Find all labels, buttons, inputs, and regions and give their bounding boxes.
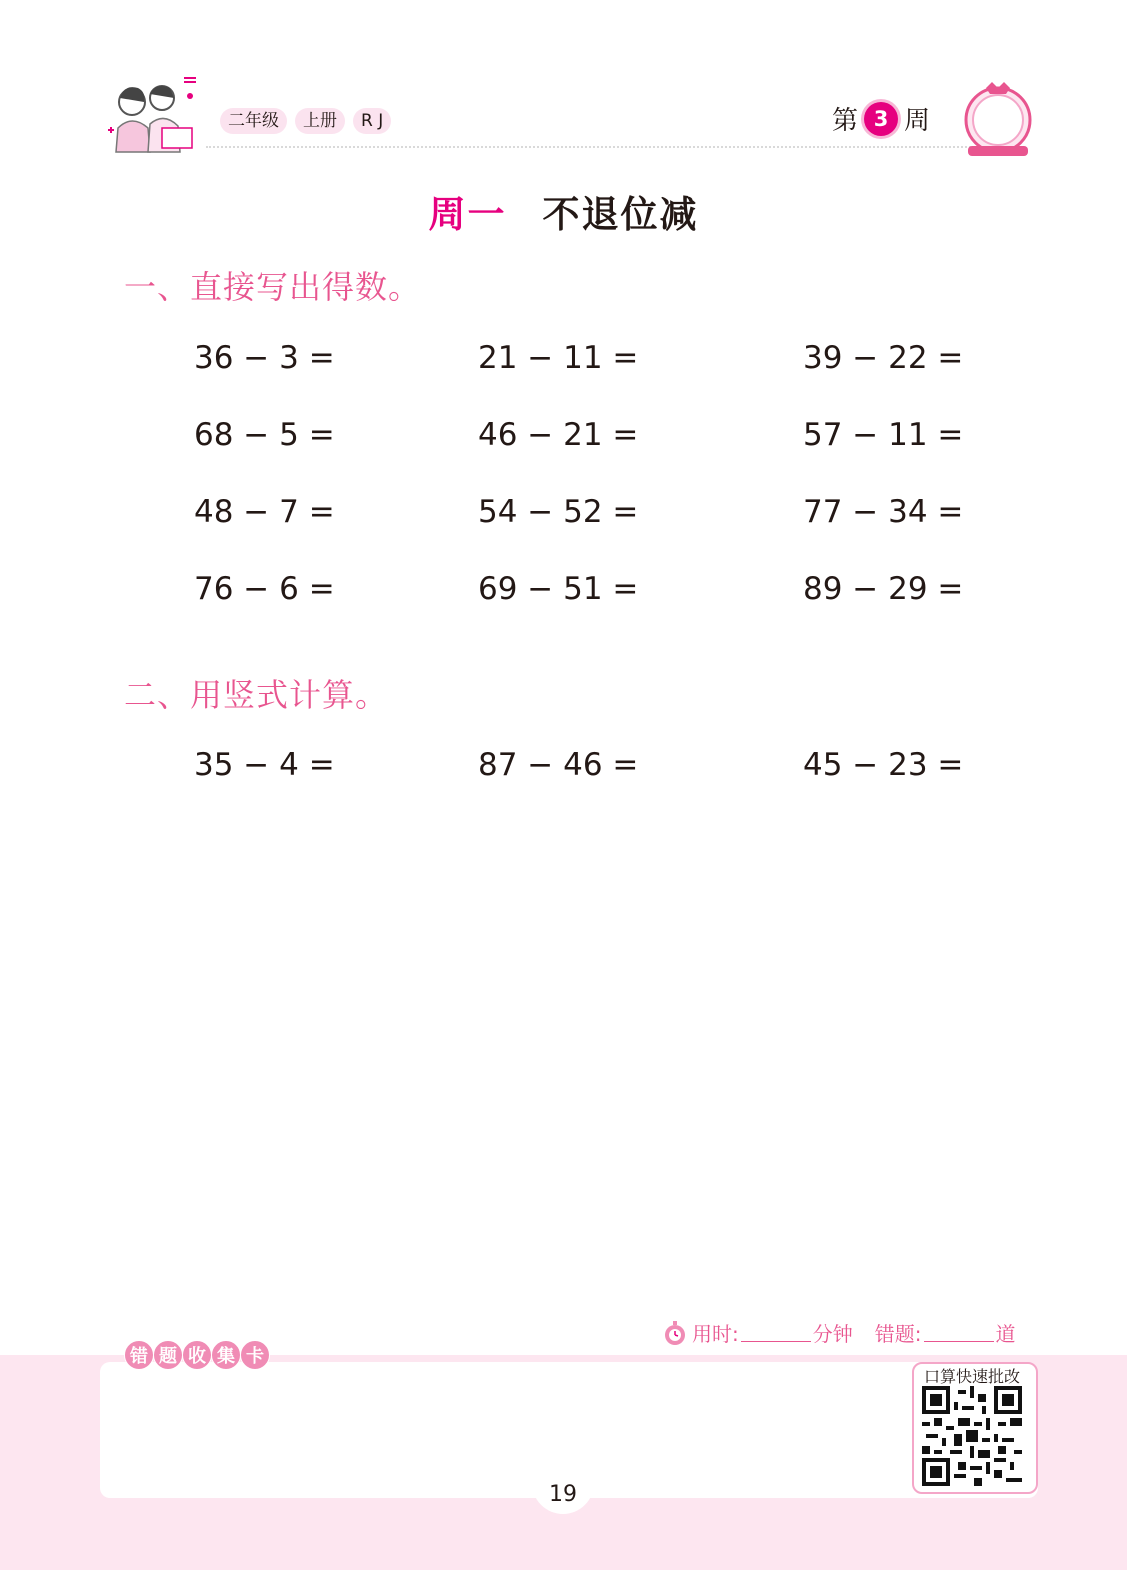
problem: 35 − 4 = bbox=[194, 747, 335, 783]
qr-caption: 口算快速批改 bbox=[924, 1367, 1021, 1386]
problem: 87 − 46 = bbox=[478, 747, 639, 783]
problem: 69 − 51 = bbox=[478, 571, 639, 607]
time-label: 用时: bbox=[692, 1322, 739, 1346]
problem: 77 − 34 = bbox=[803, 494, 964, 530]
grade-badge: 二年级 bbox=[220, 108, 287, 134]
header-divider bbox=[206, 146, 974, 148]
brand-logo bbox=[958, 78, 1038, 158]
page-title bbox=[0, 184, 1127, 238]
error-card-title-char: 收 bbox=[182, 1340, 212, 1370]
problem: 45 − 23 = bbox=[803, 747, 964, 783]
problem: 39 − 22 = bbox=[803, 340, 964, 376]
grade-badges bbox=[220, 108, 391, 134]
qr-code-icon[interactable] bbox=[922, 1386, 1022, 1486]
time-blank[interactable] bbox=[741, 1323, 811, 1342]
problem: 21 − 11 = bbox=[478, 340, 639, 376]
error-card-title-char: 集 bbox=[211, 1340, 241, 1370]
title-day: 周一 bbox=[428, 193, 507, 236]
section-1-heading: 一、直接写出得数。 bbox=[124, 268, 422, 306]
children-illustration bbox=[104, 72, 204, 156]
page-number: 19 bbox=[532, 1476, 594, 1514]
time-and-errors-record bbox=[662, 1318, 1016, 1347]
problem: 57 − 11 = bbox=[803, 417, 964, 453]
error-card-title-char: 错 bbox=[124, 1340, 154, 1370]
week-prefix: 第 bbox=[832, 106, 859, 136]
volume-badge: 上册 bbox=[295, 108, 345, 134]
error-card-title bbox=[124, 1340, 269, 1370]
error-card-title-char: 卡 bbox=[240, 1340, 270, 1370]
problem: 68 − 5 = bbox=[194, 417, 335, 453]
errors-label: 错题: bbox=[874, 1322, 922, 1346]
problem: 54 − 52 = bbox=[478, 494, 639, 530]
errors-unit: 道 bbox=[995, 1322, 1016, 1346]
edition-badge: R J bbox=[353, 108, 391, 134]
problem: 89 − 29 = bbox=[803, 571, 964, 607]
section-2-heading: 二、用竖式计算。 bbox=[124, 676, 389, 714]
problem: 46 − 21 = bbox=[478, 417, 639, 453]
time-unit: 分钟 bbox=[812, 1322, 853, 1346]
week-indicator bbox=[832, 100, 930, 137]
problem: 36 − 3 = bbox=[194, 340, 335, 376]
week-suffix: 周 bbox=[904, 106, 931, 136]
error-card-title-char: 题 bbox=[153, 1340, 183, 1370]
week-number-alarm-icon: 3 bbox=[864, 102, 898, 136]
stopwatch-icon bbox=[662, 1320, 688, 1346]
problem: 48 − 7 = bbox=[194, 494, 335, 530]
problem: 76 − 6 = bbox=[194, 571, 335, 607]
errors-blank[interactable] bbox=[924, 1323, 994, 1342]
title-topic: 不退位减 bbox=[542, 193, 699, 236]
